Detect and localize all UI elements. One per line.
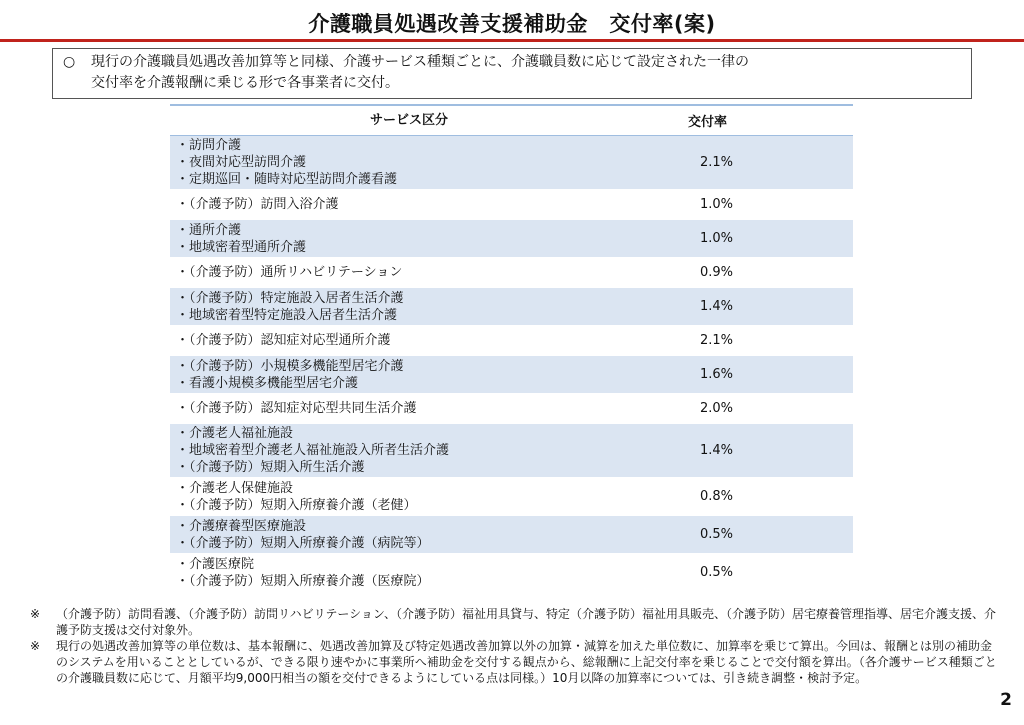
page-number: 2: [1000, 690, 1012, 710]
table-row: [170, 190, 853, 220]
service-name: ・通所介護: [176, 222, 242, 238]
service-name: ・（介護予防）小規模多機能型居宅介護: [176, 358, 404, 374]
service-name: ・夜間対応型訪問介護: [176, 155, 307, 170]
table-row: [170, 394, 853, 424]
header-service: サービス区分: [369, 113, 448, 128]
rate-cell: 2.0%: [700, 401, 734, 416]
service-cell: [170, 222, 648, 256]
rate-cell: 0.9%: [700, 265, 734, 280]
rate-cell: 1.0%: [700, 197, 734, 212]
intro-text-1: 現行の介護職員処遇改善加算等と同様、介護サービス種類ごとに、介護職員数に応じて設定された一律の: [91, 54, 749, 70]
rate-cell: 1.0%: [700, 231, 734, 246]
table-row: [170, 424, 853, 478]
service-cell: [170, 264, 648, 281]
service-name: ・介護老人保健施設: [176, 480, 294, 496]
service-name: ・地域密着型介護老人福祉施設入所者生活介護: [176, 443, 450, 458]
table-row: [170, 258, 853, 288]
note-text: （介護予防）訪問看護、（介護予防）訪問リハビリテーション、（介護予防）福祉用具貸与、特定（介護予防）福祉用具販売、（介護予防）居宅療養管理指導、居宅介護支援、介護予防支援は交付対象外。: [56, 607, 996, 637]
service-cell: [170, 196, 648, 213]
note-text: 現行の処遇改善加算等の単位数は、基本報酬に、処遇改善加算及び特定処遇改善加算以外の加算・減算を加えた単位数に、加算率を乗じて算出。今回は、報酬とは別の補助金のシステムを用いることとしているが、できる限り速やかに事業所へ補助金を交付する観点から、総報酬に上記交付率を乗じることで交付額を算出。（各介護サービス種類ごとの介護職員数に応じて、月額平均9,000円相当の額を交付できるようにしている点は同様。）10月以降の加算率については、引き続き調整・検討予定。: [56, 639, 997, 685]
service-cell: [170, 290, 648, 324]
service-name: ・介護老人福祉施設: [176, 426, 294, 441]
table-body: [170, 136, 853, 592]
rate-cell: 2.1%: [700, 333, 734, 348]
service-name: ・（介護予防）短期入所療養介護（医療院）: [176, 573, 430, 589]
table-row: [170, 136, 853, 190]
rate-cell: 0.8%: [700, 489, 734, 504]
table-row: [170, 326, 853, 356]
footnotes: [30, 606, 1000, 686]
table-row: [170, 356, 853, 394]
service-name: ・介護医療院: [176, 556, 255, 572]
service-name: ・（介護予防）短期入所療養介護（老健）: [176, 497, 417, 513]
header-rate: 交付率: [688, 115, 728, 130]
service-name: ・（介護予防）特定施設入居者生活介護: [176, 290, 404, 306]
intro-text-2: 交付率を介護報酬に乗じる形で各事業者に交付。: [91, 75, 399, 91]
rate-cell: 2.1%: [700, 155, 734, 170]
rate-cell: 0.5%: [700, 565, 734, 580]
table-row: [170, 288, 853, 326]
rate-table: [170, 104, 853, 592]
note-mark: ※: [30, 607, 41, 621]
footnote-2: [30, 638, 1000, 686]
rate-cell: 1.6%: [700, 367, 734, 382]
service-name: ・定期巡回・随時対応型訪問介護看護: [176, 172, 398, 187]
service-name: ・（介護予防）認知症対応型通所介護: [176, 333, 391, 348]
service-cell: [170, 400, 648, 417]
table-header-row: [170, 106, 853, 136]
rate-cell: 1.4%: [700, 299, 734, 314]
service-cell: [170, 137, 648, 188]
table-row: [170, 220, 853, 258]
table-row: [170, 478, 853, 516]
rate-cell: 0.5%: [700, 527, 734, 542]
service-cell: [170, 332, 648, 349]
intro-line-1: [63, 52, 961, 73]
service-cell: [170, 556, 648, 590]
table-row: [170, 516, 853, 554]
service-cell: [170, 358, 648, 392]
footnote-1: [30, 606, 1000, 638]
title-divider: [0, 39, 1024, 42]
service-name: ・訪問介護: [176, 138, 242, 153]
service-name: ・（介護予防）認知症対応型共同生活介護: [176, 401, 417, 416]
service-cell: [170, 480, 648, 514]
service-name: ・介護療養型医療施設: [176, 518, 307, 534]
service-name: ・（介護予防）短期入所生活介護: [176, 460, 365, 475]
service-name: ・（介護予防）短期入所療養介護（病院等）: [176, 535, 430, 551]
service-name: ・地域密着型通所介護: [176, 239, 307, 255]
rate-cell: 1.4%: [700, 443, 734, 458]
table-row: [170, 554, 853, 592]
service-name: ・（介護予防）通所リハビリテーション: [176, 265, 403, 280]
circle-bullet: ○: [63, 54, 76, 70]
page-title: 介護職員処遇改善支援補助金 交付率(案): [308, 12, 716, 36]
service-cell: [170, 518, 648, 552]
service-name: ・地域密着型特定施設入居者生活介護: [176, 307, 398, 323]
service-cell: [170, 425, 648, 476]
service-name: ・看護小規模多機能型居宅介護: [176, 375, 359, 391]
intro-box: [52, 48, 972, 99]
note-mark: ※: [30, 639, 41, 653]
service-name: ・（介護予防）訪問入浴介護: [176, 197, 339, 212]
